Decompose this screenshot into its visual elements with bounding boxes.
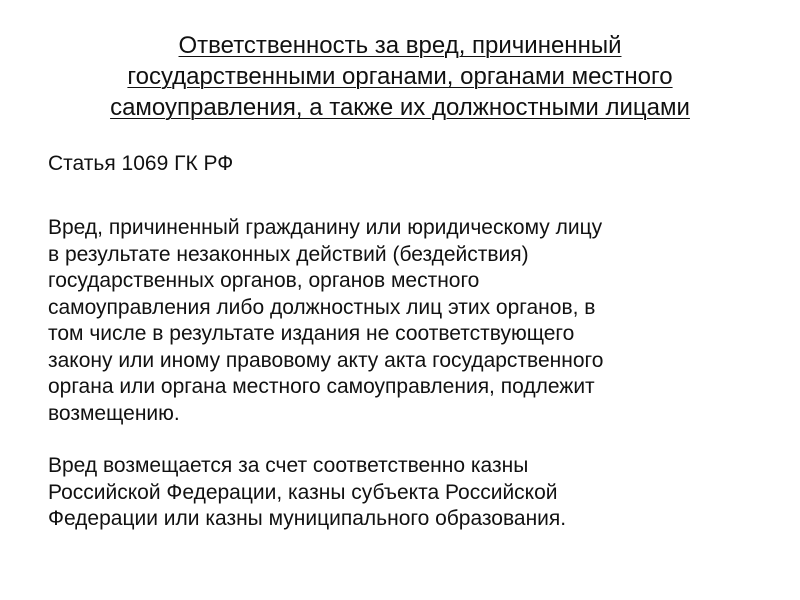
article-reference: Статья 1069 ГК РФ xyxy=(48,152,234,175)
paragraph-line: органа или органа местного самоуправления, подлежит xyxy=(48,375,595,398)
paragraph-line: закону или иному правовому акту акта государственного xyxy=(48,348,604,372)
title-line: государственными органами, органами местного xyxy=(127,63,673,90)
paragraph-line: государственных органов, органов местного xyxy=(48,269,480,292)
paragraph-treasury-source xyxy=(48,453,566,533)
paragraph-line: Вред возмещается за счет соответственно казны xyxy=(48,454,529,477)
paragraph-line: Федерации или казны муниципального образования. xyxy=(48,507,567,530)
paragraph-harm-compensation xyxy=(48,215,603,427)
paragraph-line: в результате незаконных действий (бездействия) xyxy=(48,242,529,266)
paragraph-line: самоуправления либо должностных лиц этих органов, в xyxy=(48,295,596,319)
paragraph-line: Вред, причиненный гражданину или юридическому лицу xyxy=(48,216,603,239)
paragraph-line: возмещению. xyxy=(48,401,180,425)
title-line: самоуправления, а также их должностными лицами xyxy=(110,94,690,121)
slide-title xyxy=(60,30,740,123)
title-line: Ответственность за вред, причиненный xyxy=(178,32,622,59)
paragraph-line: том числе в результате издания не соответствующего xyxy=(48,322,575,345)
paragraph-line: Российской Федерации, казны субъекта Российской xyxy=(48,480,558,504)
